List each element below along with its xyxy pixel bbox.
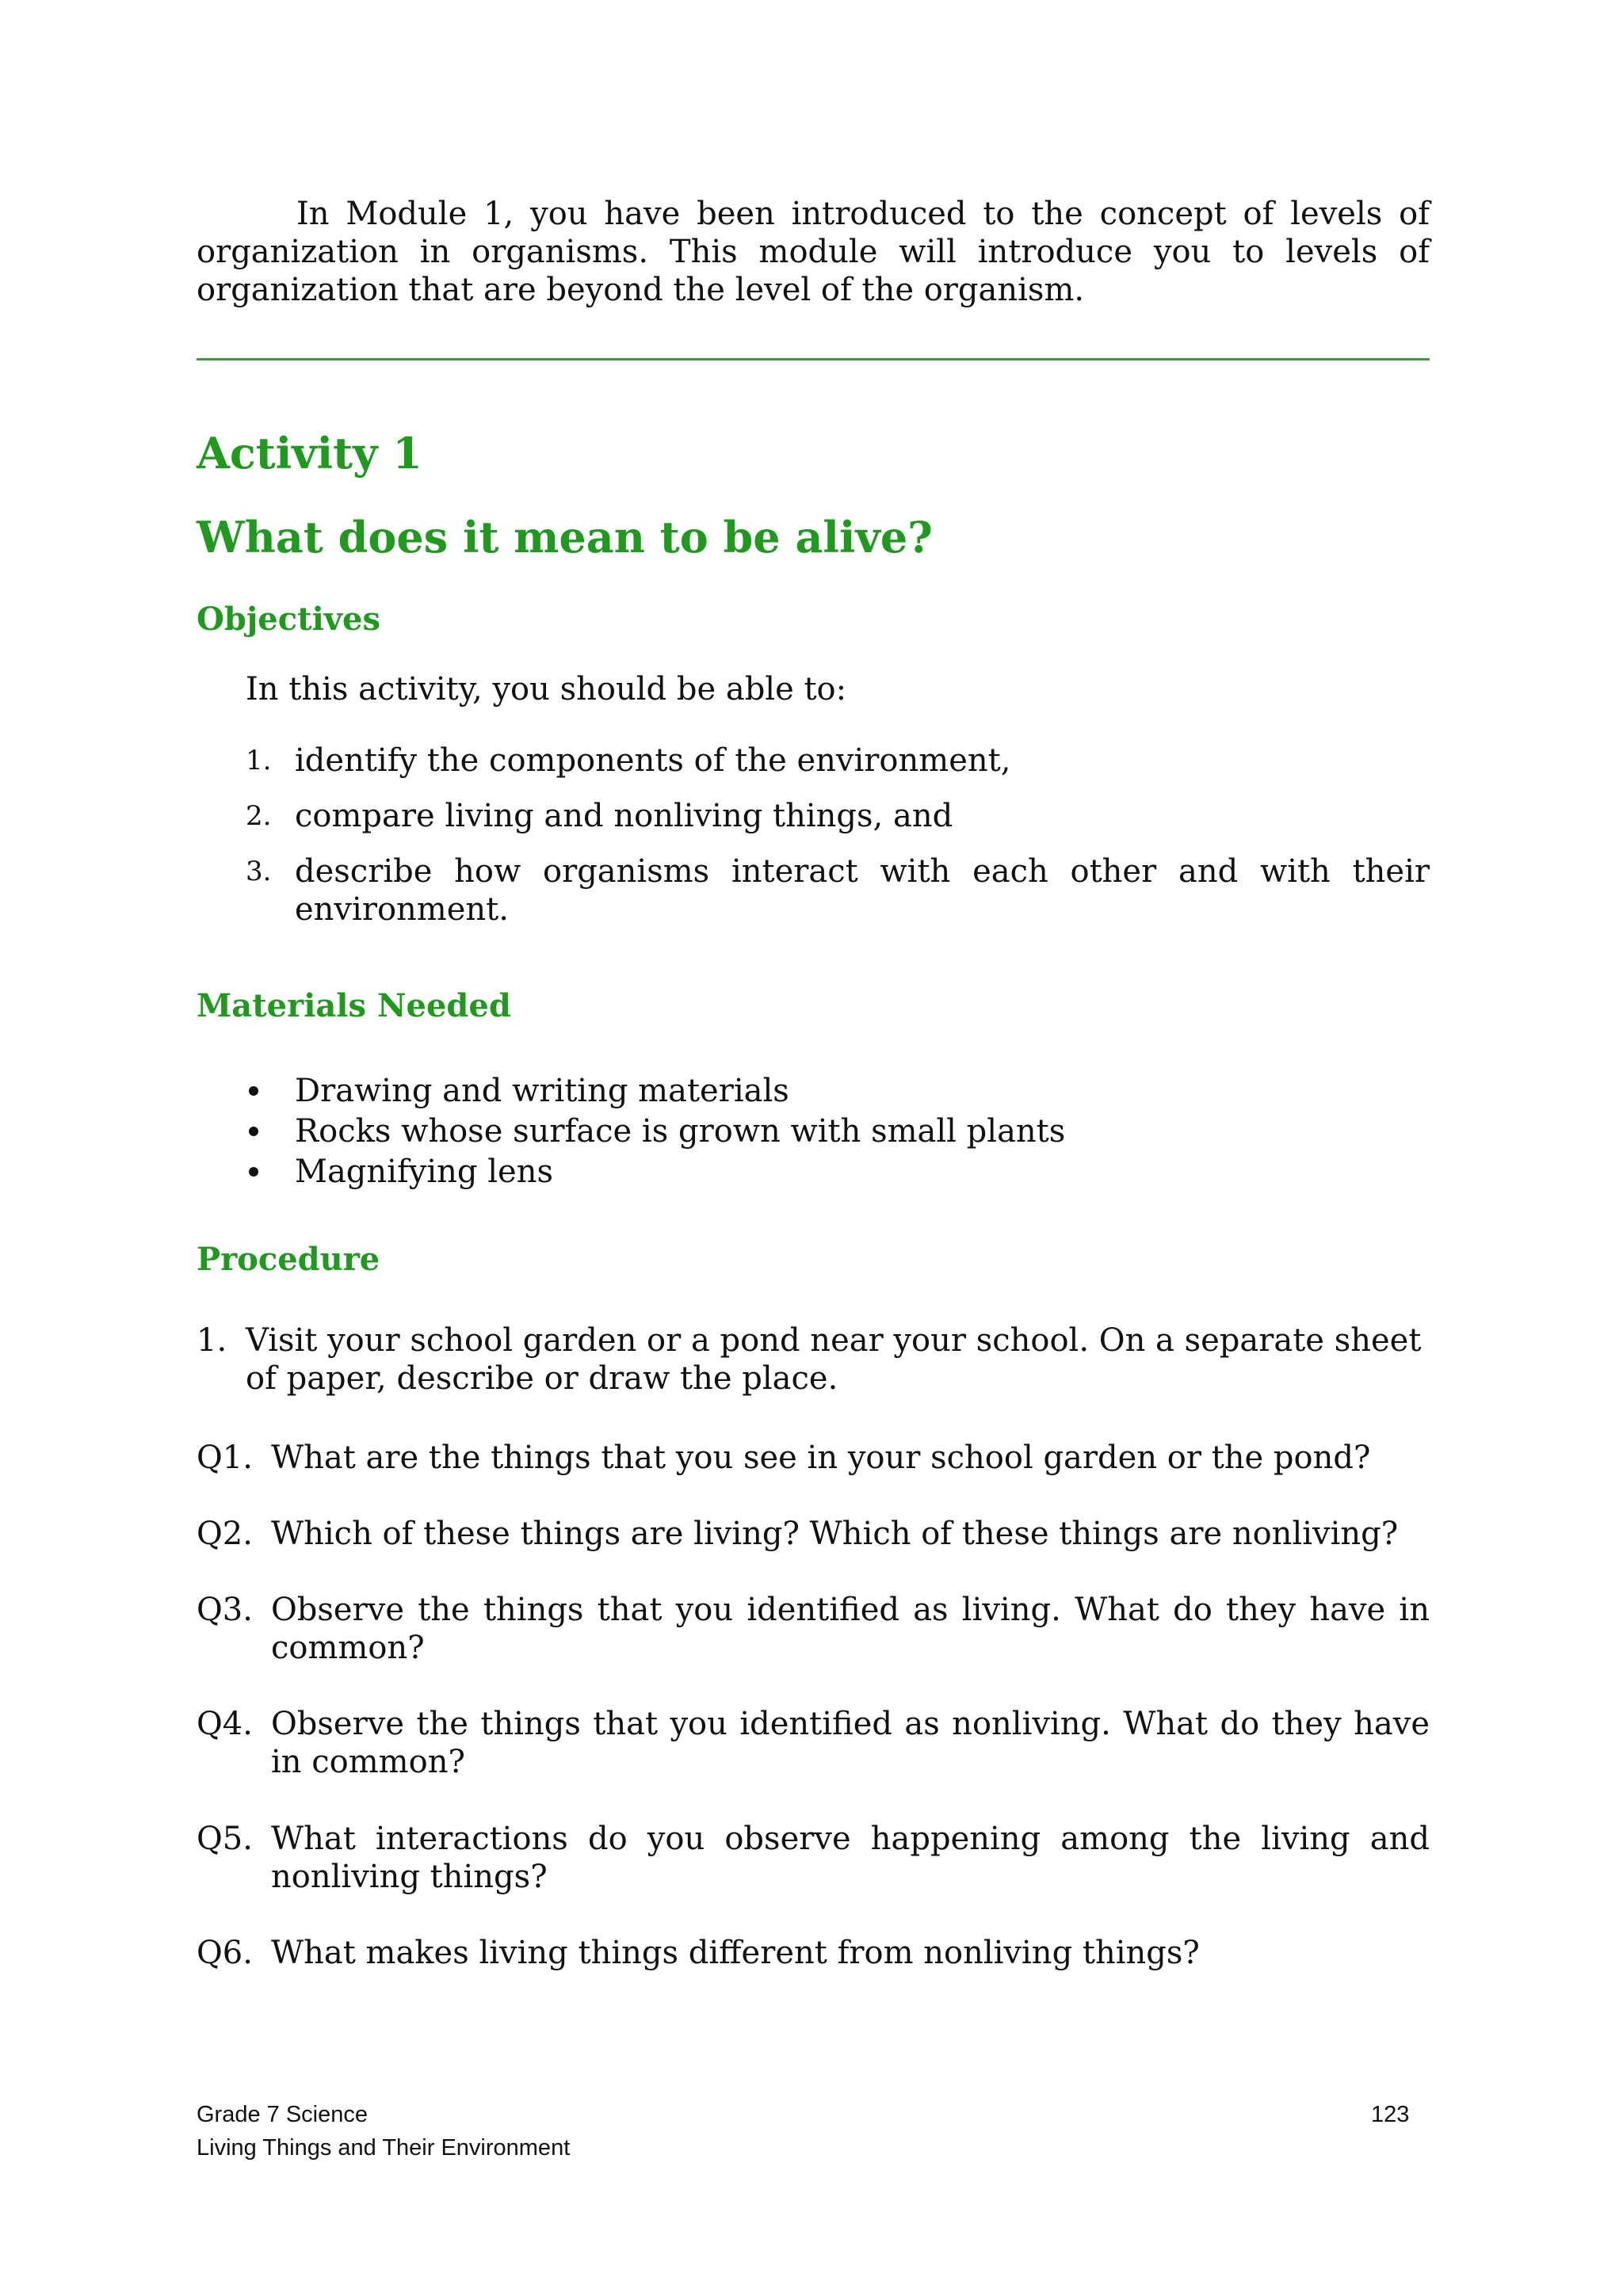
activity-title: What does it mean to be alive? (197, 512, 933, 563)
list-item-number: 3. (246, 856, 272, 887)
list-item-number: 2. (246, 800, 272, 832)
question-label: Q4. (197, 1706, 253, 1742)
list-item-text: compare living and nonliving things, and (295, 798, 953, 834)
question-label: Q3. (197, 1592, 253, 1628)
materials-list (246, 1071, 1430, 1192)
list-item-text: Magnifying lens (295, 1154, 553, 1190)
list-item (246, 1071, 1430, 1112)
list-item-number: 1. (246, 745, 272, 776)
objectives-list (246, 742, 1430, 929)
bullet-icon (249, 1086, 258, 1096)
step-number: 1. (197, 1322, 227, 1359)
question-item (197, 1934, 1430, 1972)
question-text: What are the things that you see in your school garden or the pond? (271, 1440, 1371, 1476)
question-label: Q2. (197, 1516, 253, 1552)
question-item (197, 1439, 1430, 1477)
list-item (246, 852, 1430, 929)
question-label: Q6. (197, 1935, 253, 1971)
list-item (246, 797, 1430, 835)
question-item (197, 1515, 1430, 1553)
question-item (197, 1705, 1430, 1781)
activity-label: Activity 1 (197, 428, 422, 479)
question-text: Observe the things that you identified as living. What do they have in common? (271, 1592, 1430, 1666)
list-item-text: describe how organisms interact with each other and with their environment. (295, 853, 1430, 928)
intro-paragraph: In Module 1, you have been introduced to the concept of levels of organization in organisms. This module will introduce you to levels of organization that are beyond the level of the organism. (197, 196, 1430, 308)
question-text: What makes living things different from nonliving things? (271, 1935, 1200, 1971)
materials-heading: Materials Needed (197, 987, 511, 1024)
bullet-icon (249, 1167, 258, 1177)
list-item-text: Drawing and writing materials (295, 1073, 789, 1109)
question-label: Q5. (197, 1821, 253, 1857)
question-label: Q1. (197, 1440, 253, 1476)
list-item (246, 1112, 1430, 1152)
procedure-step (197, 1322, 1430, 1398)
procedure-heading: Procedure (197, 1241, 380, 1278)
question-text: Which of these things are living? Which of these things are nonliving? (271, 1516, 1399, 1552)
list-item (246, 1152, 1430, 1192)
list-item-text: identify the components of the environment, (295, 742, 1011, 779)
question-text: Observe the things that you identified as nonliving. What do they have in common? (271, 1706, 1430, 1780)
footer-course: Grade 7 Science (197, 2102, 369, 2127)
question-item (197, 1591, 1430, 1667)
step-text: Visit your school garden or a pond near your school. On a separate sheet of paper, describe or draw the place. (246, 1322, 1422, 1397)
objectives-heading: Objectives (197, 601, 380, 638)
page-number: 123 (1371, 2102, 1410, 2127)
footer-module: Living Things and Their Environment (197, 2135, 571, 2161)
list-item (246, 742, 1430, 780)
bullet-icon (249, 1127, 258, 1136)
question-item (197, 1820, 1430, 1896)
section-divider (197, 358, 1430, 360)
objectives-lead: In this activity, you should be able to: (246, 671, 847, 707)
question-text: What interactions do you observe happening among the living and nonliving things? (271, 1821, 1430, 1895)
list-item-text: Rocks whose surface is grown with small plants (295, 1113, 1066, 1150)
